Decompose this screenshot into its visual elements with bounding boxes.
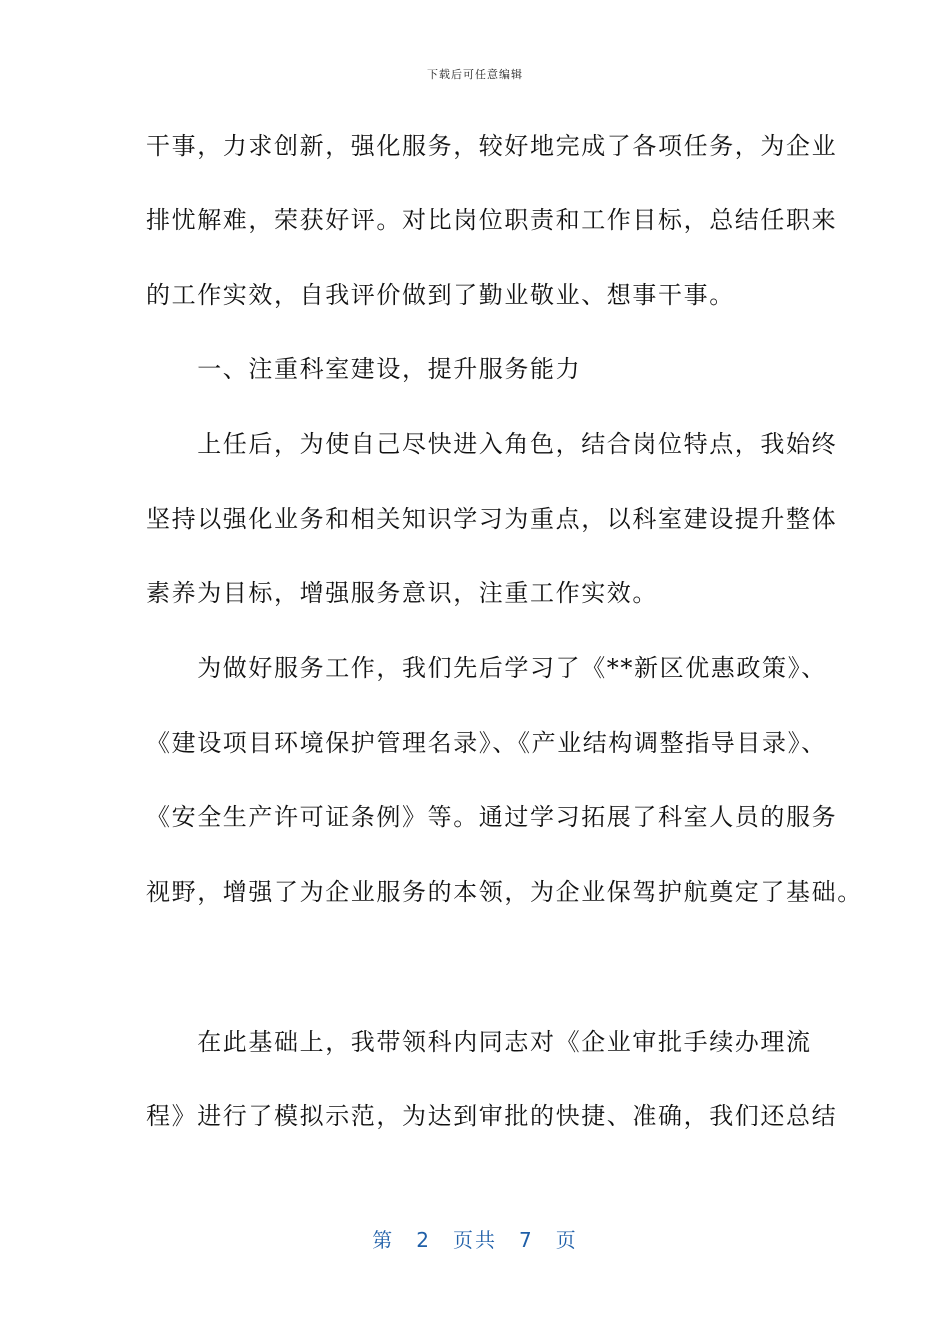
page-footer xyxy=(0,1224,950,1253)
page-mid: 页共 xyxy=(453,1228,497,1252)
page-prefix: 第 xyxy=(372,1228,395,1252)
total-pages-number: 7 xyxy=(519,1228,534,1252)
body-line: 程》进行了模拟示范，为达到审批的快捷、准确，我们还总结 xyxy=(146,1102,838,1130)
body-line: 视野，增强了为企业服务的本领，为企业保驾护航奠定了基础。 xyxy=(146,878,863,906)
header-note: 下载后可任意编辑 xyxy=(427,68,523,81)
body-line: 《安全生产许可证条例》等。通过学习拓展了科室人员的服务 xyxy=(146,803,838,831)
body-line: 为做好服务工作，我们先后学习了《**新区优惠政策》、 xyxy=(146,654,827,682)
body-line: 排忧解难，荣获好评。对比岗位职责和工作目标，总结任职来 xyxy=(146,206,838,234)
page-suffix: 页 xyxy=(555,1228,578,1252)
section-heading: 一、注重科室建设，提升服务能力 xyxy=(146,355,582,383)
body-line: 上任后，为使自己尽快进入角色，结合岗位特点，我始终 xyxy=(146,430,838,458)
body-line: 干事，力求创新，强化服务，较好地完成了各项任务，为企业 xyxy=(146,132,838,160)
body-line: 在此基础上，我带领科内同志对《企业审批手续办理流 xyxy=(146,1028,812,1056)
body-line: 的工作实效，自我评价做到了勤业敬业、想事干事。 xyxy=(146,281,735,309)
current-page-number: 2 xyxy=(416,1228,431,1252)
body-line: 素养为目标，增强服务意识，注重工作实效。 xyxy=(146,579,658,607)
body-line: 《建设项目环境保护管理名录》、《产业结构调整指导目录》、 xyxy=(146,729,827,757)
body-line: 坚持以强化业务和相关知识学习为重点，以科室建设提升整体 xyxy=(146,505,838,533)
